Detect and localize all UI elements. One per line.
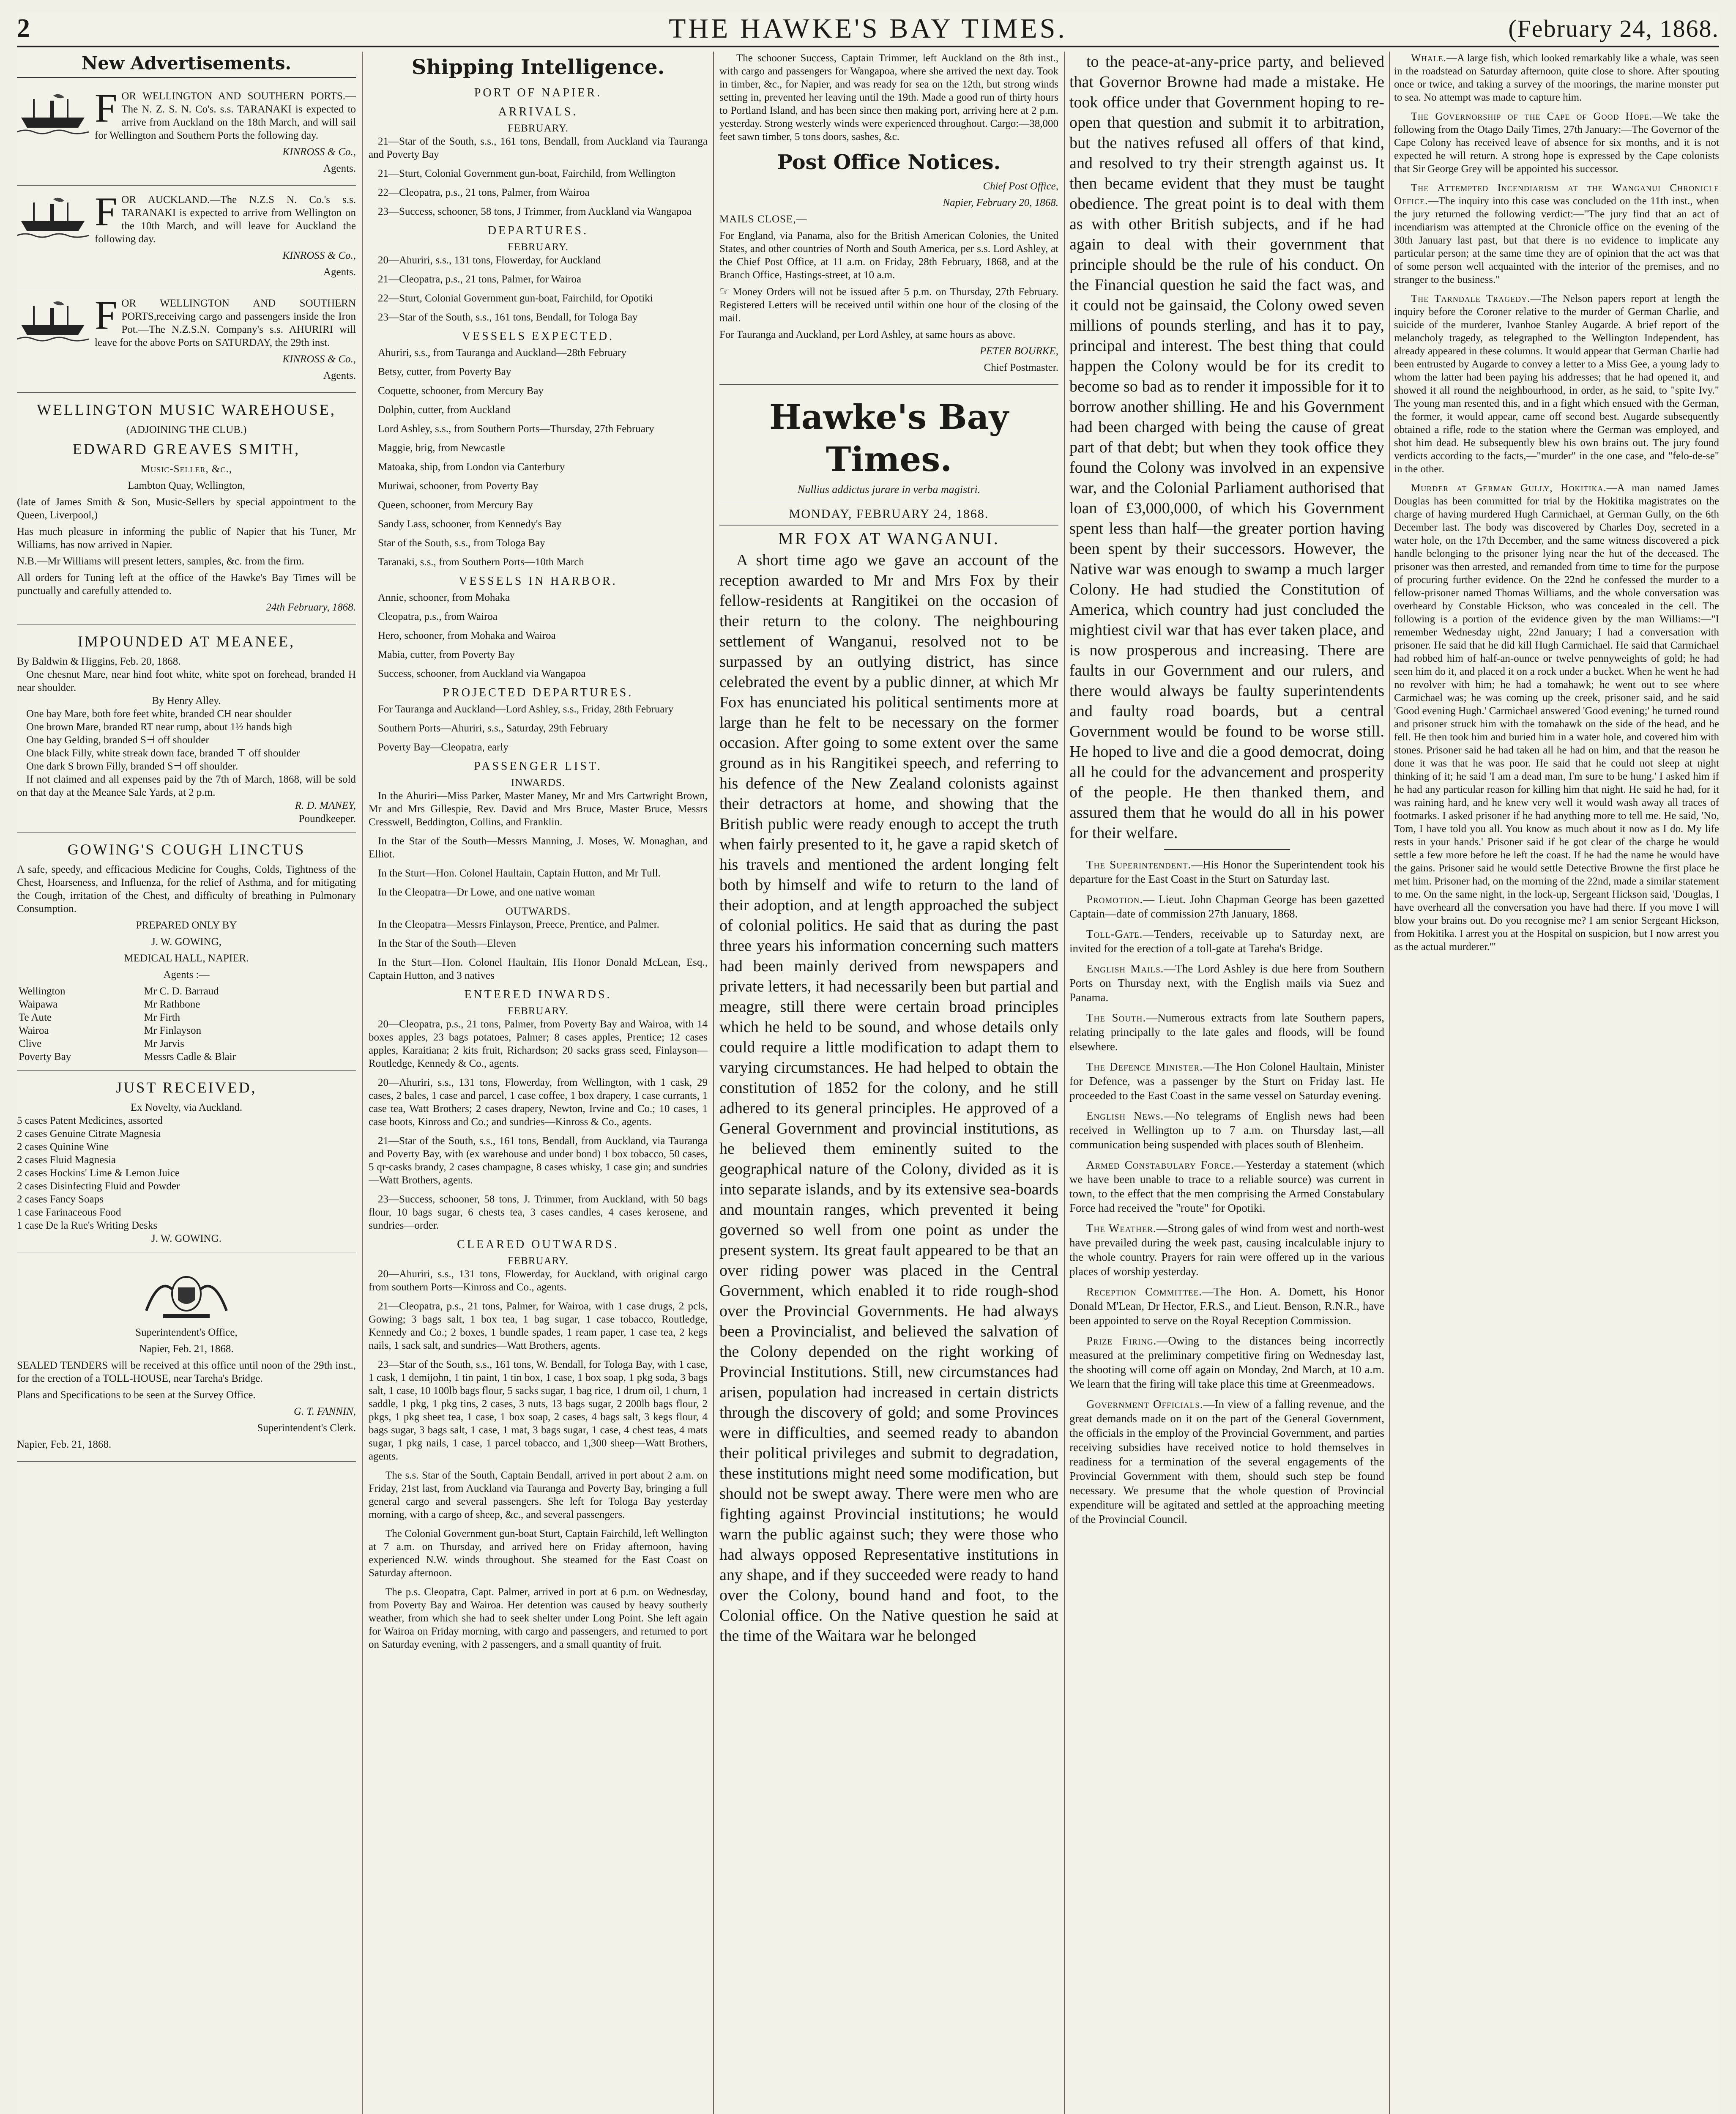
ad-subheading: (ADJOINING THE CLUB.) (126, 424, 247, 435)
list-item: 23—Success, schooner, 58 tons, J. Trimmer, from Auckland, with 50 bags flour, 10 bags sugar, 6 chests tea, 3 cases candles, 4 cases kerosene, and sundries—order. (369, 1194, 708, 1231)
list-item: Taranaki, s.s., from Southern Ports—10th March (378, 556, 584, 568)
agent-name: Messrs Cadle & Blair (144, 1051, 236, 1062)
list-item: In the Cleopatra—Dr Lowe, and one native woman (378, 887, 595, 898)
issue-date: (February 24, 1868. (1508, 15, 1719, 42)
news-item-lead: Armed Constabulary Force. (1086, 1158, 1234, 1171)
ad-signature: KINROSS & Co., (282, 250, 356, 261)
news-item-lead: Government Officials. (1086, 1398, 1203, 1410)
agent-name: Mr Jarvis (144, 1038, 184, 1049)
column-rule (713, 52, 714, 2114)
news-item-text: —The Nelson papers report at length the inquiry before the Coroner relative to the murder of German Charlie, and suicide of the murderer, Ivanhoe Stanley Augarde. A brief report of the melancholy tragedy, as telegraphed to the Wellington Independent, has already appeared in these columns. It would appear that German Charlie had been entrusted by Augarde to convey a letter to a Miss Gee, a young lady to whom the latter had been paying his addresses; that he had opened it, and showed it all round the neighbourhood, in order, as he said, to "spite Ivy." The young man resented this, and in a fight which ensued with the German, the former, it would appear, came off second best. Augarde subsequently obtained a rifle, rode to the station where the German was employed, and shot him dead. He subsequently blew his own brains out. The jury found verdicts according to the facts,—"murder" in the one case, and "felo-de-se" in the other. (1394, 293, 1719, 475)
prepared-by: PREPARED ONLY BY (136, 920, 237, 931)
merchant-name: EDWARD GREAVES SMITH, (72, 441, 301, 457)
list-item: 20—Ahuriri, s.s., 131 tons, Flowerday, for Auckland (378, 255, 601, 266)
editorial-masthead: Hawke's Bay Times. (769, 397, 1009, 479)
shipping-news-continued: The schooner Success, Captain Trimmer, left Auckland on the 8th inst., with cargo and passengers for Wangapoa, where she arrived the next day. Took in timber, &c., for Napier, and was ready for sea on the 12th, but strong winds setting in, prevented her leaving until the 19th. Made a good run of thirty hours to Portland Island, and has been since then making port, arriving here at 2 p.m. yesterday. Strong westerly winds were experienced throughout. Cargo:—38,000 feet sawn timber, 5 tons doors, sashes, &c. (719, 52, 1058, 142)
agent-name: Mr Finlayson (144, 1025, 202, 1036)
ad-title: Agents. (323, 163, 356, 174)
news-item (1069, 1284, 1384, 1328)
list-item: Star of the South, s.s., from Tologa Bay (378, 537, 545, 549)
ad-body: Has much pleasure in informing the public of Napier that his Tuner, Mr Williams, has now arrived in Napier. (17, 526, 356, 550)
ad-signature: KINROSS & Co., (282, 146, 356, 158)
column-rule (362, 52, 363, 2114)
agent-place: Wellington (19, 986, 66, 997)
impound-entry: One bay Gelding, branded S⊣ off shoulder (26, 734, 209, 746)
drop-cap: F (95, 189, 118, 234)
news-item-lead: Murder at German Gully, Hokitika. (1411, 482, 1607, 494)
ad-title: Agents. (323, 266, 356, 278)
news-item (1069, 1221, 1384, 1279)
news-item (1069, 927, 1384, 956)
news-item-text: — Lieut. John Chapman George has been gazetted Captain—date of commission 27th January, 1868. (1069, 893, 1384, 920)
news-item (1069, 1334, 1384, 1391)
agent-name: Mr C. D. Barraud (144, 986, 219, 997)
post-office-signature: PETER BOURKE, (979, 345, 1058, 357)
ad-subheading: Ex Novelty, via Auckland. (130, 1102, 243, 1113)
ad-headline: JUST RECEIVED, (116, 1079, 257, 1096)
section-month: FEBRUARY. (507, 1255, 569, 1267)
news-item (1069, 1158, 1384, 1215)
list-item: 1 case Farinaceous Food (17, 1207, 121, 1218)
news-item-text: —No telegrams of English news had been received in Wellington up to 7 a.m. on Thursday last,—all communication being suspended with places south of Blenheim. (1069, 1109, 1384, 1151)
list-item: Success, schooner, from Auckland via Wangapoa (378, 668, 586, 679)
news-item (1069, 1010, 1384, 1054)
notice-office: Superintendent's Office, (135, 1327, 238, 1338)
column-news (1069, 52, 1384, 2114)
mails-close-label: MAILS CLOSE,— (719, 214, 807, 225)
ad-headline: IMPOUNDED AT MEANEE, (77, 633, 295, 650)
list-item: 5 cases Patent Medicines, assorted (17, 1115, 163, 1126)
merchant-note: (late of James Smith & Son, Music-Sellers by special appointment to the Queen, Liverpool,) (17, 496, 356, 521)
money-orders-note: Money Orders will not be issued after 5 p.m. on Thursday, 27th February. Registered Letters will be received until within one hour of the closing of the mail. (719, 286, 1058, 324)
tenders-notice (17, 1255, 356, 1462)
table-row (17, 1037, 356, 1050)
agent-place: Poverty Bay (19, 1051, 71, 1062)
shipping-news: The s.s. Star of the South, Captain Bendall, arrived in port about 2 a.m. on Friday, 21st last, from Auckland via Tauranga and Poverty Bay, bringing a full general cargo and several passengers. She left for Tologa Bay yesterday morning, with a cargo of sheep, &c., and several passengers. (369, 1470, 708, 1520)
shipping-heading: Shipping Intelligence. (411, 55, 665, 79)
masthead (17, 13, 1719, 47)
list-item: 21—Star of the South, s.s., 161 tons, Bendall, from Auckland, via Tauranga and Poverty Bay, with (ex warehouse and under bond) 1 box tobacco, 50 cases, 5 qr-casks brandy, 2 cases champagne, 8 cases whisky, 1 case gin; and sundries—Watt Brothers, agents. (369, 1135, 708, 1186)
news-item-lead: Prize Firing. (1086, 1334, 1157, 1347)
list-item: Lord Ashley, s.s., from Southern Ports—Thursday, 27th February (378, 423, 654, 435)
editorial-dateline: MONDAY, FEBRUARY 24, 1868. (719, 502, 1058, 526)
drop-cap: F (95, 293, 118, 338)
news-items (1069, 857, 1384, 1526)
list-item: 20—Cleopatra, p.s., 21 tons, Palmer, from Poverty Bay and Wairoa, with 14 boxes apples, 23 bags potatoes, Palmer; 8 cases apples, Prentice; 12 cases apples, Karaitiana; 2 kits fruit, Richardson; 20 sacks grass seed, Finlayson—Routledge, Kennedy & Co., agents. (369, 1019, 708, 1069)
steamship-icon (17, 298, 89, 349)
list-item: Queen, schooner, from Mercury Bay (378, 499, 533, 511)
list-item: Dolphin, cutter, from Auckland (378, 404, 511, 416)
list-item: 2 cases Disinfecting Fluid and Powder (17, 1180, 180, 1192)
coat-of-arms-icon (138, 1264, 235, 1323)
news-item (1394, 52, 1719, 104)
list-item: Mabia, cutter, from Poverty Bay (378, 649, 515, 660)
list-item: In the Ahuriri—Miss Parker, Master Maney, Mr and Mrs Cartwright Brown, Mr and Mrs Gillespie, Rev. David and Mrs Bruce, Master Bruce, Messrs Cresswell, Beddington, Collins, and Franklin. (369, 790, 708, 828)
maker-hall: MEDICAL HALL, NAPIER. (124, 953, 249, 964)
list-item: Cleopatra, p.s., from Wairoa (378, 611, 498, 622)
table-row (17, 1011, 356, 1024)
column-rule (1389, 52, 1390, 2114)
ad-date: 24th February, 1868. (266, 602, 356, 613)
section-heading: ARRIVALS. (498, 105, 578, 118)
ad-title: Poundkeeper. (298, 813, 356, 824)
news-item-text: —We take the following from the Otago Daily Times, 27th January:—The Governor of the Cape Colony has received leave of absence for six months, and it is not expected he will return. A strong hope is expressed by the Cape colonists that Sir George Grey will be appointed his successor. (1394, 111, 1719, 175)
news-item (1069, 892, 1384, 921)
list-item: Ahuriri, s.s., from Tauranga and Auckland—28th February (378, 347, 626, 359)
list-item: 2 cases Genuine Citrate Magnesia (17, 1128, 161, 1139)
list-item: 22—Cleopatra, p.s., 21 tons, Palmer, from Wairoa (378, 187, 590, 198)
news-item (1069, 961, 1384, 1005)
list-item: Maggie, brig, from Newcastle (378, 442, 505, 454)
ad-body: A safe, speedy, and efficacious Medicine for Coughs, Colds, Tightness of the Chest, Hoarseness, and Influenza, for the relief of Asthma, and for mitigating the Cough, irritation of the Chest, and difficulty of breathing in Pulmonary Consumption. (17, 864, 356, 915)
paper-name: THE HAWKE'S BAY TIMES. (669, 13, 1067, 44)
news-item-lead: The Defence Minister. (1086, 1060, 1203, 1073)
news-item-lead: English Mails. (1086, 962, 1164, 975)
auckland-mail-note: For Tauranga and Auckland, per Lord Ashley, at same hours as above. (719, 329, 1016, 340)
notice-plans: Plans and Specifications to be seen at the Survey Office. (17, 1389, 256, 1401)
news-item-text: —Tenders, receivable up to Saturday next, are invited for the erection of a toll-gate at Tareha's Bridge. (1069, 928, 1384, 955)
list-item: Betsy, cutter, from Poverty Bay (378, 366, 511, 378)
section-heading: VESSELS IN HARBOR. (459, 575, 618, 588)
impound-entry: By Henry Alley. (152, 695, 221, 706)
ad-headline: OR WELLINGTON AND SOUTHERN PORTS. (121, 90, 345, 102)
divider (1164, 849, 1290, 850)
newspaper-page (17, 13, 1719, 2114)
news-item-lead: The Governorship of the Cape of Good Hope. (1411, 111, 1652, 122)
list-item: Coquette, schooner, from Mercury Bay (378, 385, 544, 397)
impound-entry: One chesnut Mare, near hind foot white, white spot on forehead, branded H near shoulder. (17, 669, 356, 693)
column-shipping (369, 52, 708, 2114)
agents-table (17, 985, 356, 1063)
table-row (17, 998, 356, 1011)
shipping-news: The Colonial Government gun-boat Sturt, Captain Fairchild, left Wellington at 7 a.m. on Thursday, and arrived here on Friday afternoon, having experienced N.W. winds throughout. She steamed for the East Coast on Saturday afternoon. (369, 1528, 708, 1579)
shipping-ad (17, 292, 356, 393)
news-item-text: —His Honor the Superintendent took his departure for the East Coast in the Sturt on Saturday last. (1069, 858, 1384, 885)
list-item: 2 cases Hockins' Lime & Lemon Juice (17, 1167, 180, 1179)
article-title: MR FOX AT WANGANUI. (778, 529, 1000, 548)
agent-place: Te Aute (19, 1012, 52, 1023)
ad-signature: KINROSS & Co., (282, 353, 356, 365)
column-rule (1064, 52, 1065, 2114)
news-item-text: —Owing to the distances being incorrectly measured at the preliminary competitive firing on Wednesday last, the shooting will come off again on Monday, 2nd March, at 10 a.m. We learn that the firing will take place this time at Greenmeadows. (1069, 1334, 1384, 1390)
shipping-news: The p.s. Cleopatra, Capt. Palmer, arrived in port at 6 p.m. on Wednesday, from Poverty Bay and Wairoa. Her detention was caused by heavy southerly weather, from which she had to seek shelter under Long Point. She left again for Wairoa on Friday morning, with cargo and passengers, and returned to port on Saturday evening, with 2 passengers, and a small quantity of fruit. (369, 1586, 708, 1650)
news-item (1069, 1109, 1384, 1152)
ad-body: SEALED TENDERS will be received at this office until noon of the 29th inst., for the erection of a TOLL-HOUSE, near Tareha's Bridge. (17, 1360, 356, 1384)
news-item-text: —The Hon. A. Domett, his Honor Donald M'Lean, Dr Hector, F.R.S., and Lieut. Benson, R.N.R., have been appointed to serve on the Royal Reception Commission. (1069, 1285, 1384, 1327)
maker-name: J. W. GOWING, (151, 936, 221, 947)
list-item: 2 cases Fluid Magnesia (17, 1154, 116, 1166)
ad-headline: GOWING'S COUGH LINCTUS (67, 841, 306, 858)
news-item (1394, 110, 1719, 175)
shipping-ad (17, 188, 356, 289)
section-heading: VESSELS EXPECTED. (462, 330, 615, 343)
impounded-notice (17, 627, 356, 832)
ad-headline: OR WELLINGTON AND SOUTHERN PORTS, (121, 298, 356, 322)
list-item: 2 cases Fancy Soaps (17, 1194, 104, 1205)
article-body: A short time ago we gave an account of the reception awarded to Mr and Mrs Fox by their fellow-residents at Rangitikei on the occasion of their return to the colony. The neighbouring settlement of Wanganui, resolved not to be surpassed by an outlying district, has since celebrated the event by a public dinner, at which Mr Fox has enunciated his political sentiments more at large than he felt to be necessary on the former occasion. After going to some extent over the same ground as in his Rangitikei speech, and referring to his defence of the New Zealand colonists against their detractors at home, and showing that the British public were ready enough to accept the truth when fairly presented to it, he gave a rapid sketch of his travels and mentioned the ardent longing felt both by himself and wife to return to the land of their adoption, and at length approached the subject of colonial politics. He said that as during the past three years his information concerning such matters had been mainly derived from newspapers and private letters, it had necessarily been but partial and meagre, still there were certain broad principles which he held to be sound, and whose details only could require a little modification to adapt them to varying circumstances. He had helped to obtain the constitution of 1852 for the colony, and he still adhered to its general principles. He approved of a General Government and provincial institutions, as he believed them eminently suited to the geographical nature of the Colony, divided as it is into separate islands, and by its extensive sea-boards and mountain ranges, which prevented it being governed so well from one point as under the present system. Its great fault appeared to be that an over riding power was placed in the Central Government, which enabled it to ride rough-shod over the Provincial Governments. He had always been a Provincialist, and believed the salvation of the Colony depended on the right working of Provincial Institutions. Still, new circumstances had arisen, population had increased in certain districts through the discovery of gold; and some Provinces were in difficulties, and seemed ready to abandon their political privileges and submit to degradation, these institutions might need some modification, but should not be swept away. There were men who are fighting against Provincial institutions; he would warn the public against such; they were those who had always opposed Representative institutions in any shape, and if they succeeded were ready to hand over the Colony, bound hand and foot, to the Colonial office. On the Native question he said at the time of the Waitara war he belonged (719, 551, 1058, 1645)
notice-byline: By Baldwin & Higgins, Feb. 20, 1868. (17, 656, 181, 667)
ad-signature: J. W. GOWING. (151, 1233, 221, 1244)
section-month: FEBRUARY. (507, 1005, 569, 1017)
just-received-ad (17, 1073, 356, 1252)
news-item-text: —The inquiry into this case was concluded on the 11th inst., when the jury returned the following verdict:—"The jury find that an act of incendiarism was attempted at the Chronicle office on the evening of the 30th January last past, but that there is no evidence to implicate any particular person; at the same time they are of opinion that the act was that of some person well acquainted with the interior of the premises, and no stranger to the business." (1394, 195, 1719, 285)
impound-terms: If not claimed and all expenses paid by the 7th of March, 1868, will be sold on that day at the Meanee Sale Yards, at 2 p.m. (17, 774, 356, 798)
table-row (17, 1050, 356, 1063)
post-office-heading: Post Office Notices. (777, 151, 1001, 174)
article-body-continued: to the peace-at-any-price party, and believed that Governor Browne had made a mistake. He took office under that Government hoping to re-open that question and submit it to arbitration, but the natives refused all offers of that kind, and resolved to try their strength against us. It then became evident that they must be taught obedience. The great point is to deal with them as with other British subjects, and if he had again to deal with their government that principle should be the rule of his conduct. On the Financial question he said the fact was, and it could not be gainsaid, the Colony owed seven millions of pounds sterling, and has it to pay, principal and interest. The best thing that could happen the Colony would be for its credit to become so bad as to render it impossible for it to borrow another shilling. He and his Government had been charged with being the cause of great part of that debt; but when they took office they found the Colony was involved in an expensive war, and the Colonial Parliament authorised that loan of £3,000,000, of which his Government spent less than half—the greater portion having been spent by their successors. However, the Native war was enough to swamp a much larger Colony. He had studied the Constitution of America, which country had just concluded the mightiest civil war that has ever taken place, and is now prosperous and increasing. There are faults in our Government and our rulers, and there would always be faulty superintendents and faulty road boards, but a central Government would be found to be worse still. He hoped to live and die a good democrat, doing all he could for the advancement and prosperity of the people. He then thanked them, and assured them that he would do all in his power for their welfare. (1069, 53, 1384, 842)
list-item: 23—Star of the South, s.s., 161 tons, W. Bendall, for Tologa Bay, with 1 case, 1 cask, 1 demijohn, 1 tin paint, 1 tin box, 1 case, 1 box soap, 1 pkg soda, 3 bags salt, 1 case, 10 100lb bags flour, 5 sacks sugar, 1 bag rice, 1 drum oil, 1 churn, 1 saddle, 1 pkg, 1 pkg tins, 2 cases, 3 nuts, 13 bags sugar, 2 200lb bags flour, 2 pkgs, 1 pkg sheet tea, 1 case, 1 box soap, 2 cases, 4 bags salt, 3 kegs flour, 4 bags sugar, 3 bags salt, 1 case, 1 mat, 3 bags sugar, 1 case, 4 chest teas, 4 mats sugar, 1 pkg nails, 1 case, 1 parcel tobacco, and 1,300 sheep—Watt Brothers, agents. (369, 1359, 708, 1462)
news-item (1069, 1397, 1384, 1526)
list-item: 20—Ahuriri, s.s., 131 tons, Flowerday, from Wellington, with 1 cask, 29 cases, 2 bales, 1 case and parcel, 1 case coffee, 1 box drapery, 1 case currants, 1 case tea, Watt Brothers; 2 cases drapery, Newton, Irvine and Co.; 10 cases, 1 case boots, Kinross and Co.; and sundries—Kinross & Co., agents. (369, 1077, 708, 1128)
column-heading: New Advertisements. (17, 52, 356, 78)
list-item: 21—Cleopatra, p.s., 21 tons, Palmer, for Wairoa, with 1 case drugs, 2 pcls, Gowing; 3 bags salt, 1 box tea, 1 bag sugar, 1 case tobacco, Routledge, Kennedy and Co.; 2 boxes, 1 bundle spades, 1 ream paper, 1 case tea, 2 kegs nails, 1 sack salt, and sundries—Watt Brothers, agents. (369, 1301, 708, 1351)
news-item-lead: Whale. (1411, 52, 1446, 64)
news-item (1394, 292, 1719, 476)
news-item-lead: Toll-Gate. (1086, 928, 1143, 940)
list-item: Annie, schooner, from Mohaka (378, 592, 510, 603)
column-editorial (719, 52, 1058, 2114)
pointing-hand-icon: ☞ (719, 285, 730, 298)
list-item: 1 case De la Rue's Writing Desks (17, 1220, 158, 1231)
ad-title: Superintendent's Clerk. (257, 1422, 356, 1434)
ad-body: —The N.Z.S N. Co.'s s.s. TARANAKI is expected to arrive from Wellington on the 10th March, and will leave for Auckland the following day. (95, 194, 356, 245)
notice-footer: Napier, Feb. 21, 1868. (17, 1439, 112, 1450)
steamship-icon (17, 195, 89, 246)
section-heading: CLEARED OUTWARDS. (457, 1238, 619, 1251)
news-item-lead: Promotion. (1086, 893, 1143, 906)
news-item-lead: Reception Committee. (1086, 1285, 1203, 1298)
notice-date: Napier, Feb. 21, 1868. (139, 1343, 234, 1355)
list-item: In the Sturt—Hon. Colonel Haultain, His Honor Donald McLean, Esq., Captain Hutton, and 3 natives (369, 957, 708, 981)
news-item-lead: The Weather. (1086, 1222, 1156, 1235)
drop-cap: F (95, 85, 118, 131)
page-number: 2 (17, 14, 30, 43)
agent-place: Clive (19, 1038, 42, 1049)
agents-label: Agents :— (163, 969, 210, 980)
list-item: 21—Star of the South, s.s., 161 tons, Bendall, from Auckland via Tauranga and Poverty Bay (369, 136, 708, 160)
ad-headline: WELLINGTON MUSIC WAREHOUSE, (37, 401, 336, 418)
steamship-icon (17, 91, 89, 142)
news-item (1069, 1060, 1384, 1103)
agent-name: Mr Rathbone (144, 999, 200, 1010)
impound-entry: One bay Mare, both fore feet white, branded CH near shoulder (26, 708, 292, 720)
section-month: FEBRUARY. (507, 241, 569, 253)
news-item-lead: The Superintendent. (1086, 858, 1192, 871)
cough-linctus-ad (17, 835, 356, 1071)
list-item: In the Cleopatra—Messrs Finlayson, Preece, Prentice, and Palmer. (378, 919, 659, 930)
shipping-ad (17, 85, 356, 186)
section-heading: DEPARTURES. (487, 224, 589, 237)
list-item: Southern Ports—Ahuriri, s.s., Saturday, 29th February (378, 723, 608, 734)
list-item: In the Sturt—Hon. Colonel Haultain, Captain Hutton, and Mr Tull. (378, 868, 661, 879)
section-heading: PROJECTED DEPARTURES. (443, 686, 634, 699)
ad-signature: G. T. FANNIN, (293, 1406, 356, 1417)
news-item-text: —The Hon Colonel Haultain, Minister for Defence, was a passenger by the Sturt on Friday last. He proceeded to the East Coast in the same vessel on Saturday evening. (1069, 1060, 1384, 1102)
news-item (1394, 181, 1719, 286)
ad-title: Agents. (323, 370, 356, 381)
list-item: Sandy Lass, schooner, from Kennedy's Bay (378, 518, 562, 530)
news-item-text: —Strong gales of wind from west and north-west have prevailed during the week past, causing incalculable injury to the whole country. Prayers for rain were offered up in the various places of worship yesterday. (1069, 1222, 1384, 1278)
agent-place: Wairoa (19, 1025, 49, 1036)
news-item-lead: The South. (1086, 1011, 1146, 1024)
impound-entry: One dark S brown Filly, branded S⊣ off shoulder. (26, 761, 238, 772)
impound-entry: One black Filly, white streak down face, branded ⊤ off shoulder (26, 748, 300, 759)
news-item-lead: The Tarndale Tragedy. (1411, 293, 1531, 304)
news-item-text: —In view of a falling revenue, and the great demands made on it on the part of the General Government, the officials in the employ of the Provincial Government, and parties receiving subsidies have received notice to hold themselves in readiness for a termination of the several engagements of the Provincial Government with them, should such step be found necessary. We presume that the whole question of Provincial expenditure will be agitated and settled at the approaching meeting of the Provincial Council. (1069, 1398, 1384, 1525)
section-subheading: OUTWARDS. (505, 906, 571, 917)
port-heading: PORT OF NAPIER. (474, 86, 602, 99)
list-item: 20—Ahuriri, s.s., 131 tons, Flowerday, for Auckland, with original cargo from southern Ports—Kinross and Co., agents. (369, 1268, 708, 1293)
list-item: 21—Sturt, Colonial Government gun-boat, Fairchild, from Wellington (378, 168, 675, 179)
ad-orders: All orders for Tuning left at the office of the Hawke's Bay Times will be punctually and carefully attended to. (17, 572, 356, 597)
section-heading: ENTERED INWARDS. (464, 988, 612, 1001)
table-row (17, 985, 356, 998)
news-item-text: —Yesterday a statement (which we have been unable to trace to a reliable source) was current in town, to the effect that the men comprising the Armed Constabulary Force had received the "route" for Opotiki. (1069, 1158, 1384, 1214)
list-item: For Tauranga and Auckland—Lord Ashley, s.s., Friday, 28th February (378, 704, 674, 715)
merchant-trade: Music-Seller, &c., (141, 463, 232, 475)
agent-name: Mr Firth (144, 1012, 180, 1023)
post-office-body: For England, via Panama, also for the British American Colonies, the United States, and other countries of North and South America, per s.s. Lord Ashley, at the Chief Post Office, at 11 a.m. on Friday, 28th February, 1868, and at the Branch Office, Hastings-street, at 10 a.m. (719, 230, 1058, 281)
list-item: 21—Cleopatra, p.s., 21 tons, Palmer, for Wairoa (378, 274, 582, 285)
ad-signature: R. D. MANEY, (295, 800, 356, 811)
post-office-title: Chief Postmaster. (984, 362, 1058, 373)
list-item: Muriwai, schooner, from Poverty Bay (378, 480, 539, 492)
list-item: In the Star of the South—Eleven (378, 938, 517, 949)
list-item: Poverty Bay—Cleopatra, early (378, 742, 508, 753)
column-miscellany (1394, 52, 1719, 2114)
list-item: In the Star of the South—Messrs Manning, J. Moses, W. Monaghan, and Elliot. (369, 835, 708, 860)
news-item-lead: The Attempted Incendiarism at the Wanganui Chronicle Office. (1394, 182, 1719, 207)
list-item: 22—Sturt, Colonial Government gun-boat, Fairchild, for Opotiki (378, 293, 653, 304)
ad-body: —The N. Z. S. N. Co's. s.s. TARANAKI is expected to arrive from Auckland on the 18th March, and will sail for Wellington and Southern Ports the following day. (95, 90, 356, 141)
section-subheading: INWARDS. (511, 777, 566, 789)
list-item: Hero, schooner, from Mohaka and Wairoa (378, 630, 556, 641)
post-office-date: Napier, February 20, 1868. (943, 197, 1058, 208)
news-item-lead: English News. (1086, 1109, 1164, 1122)
ad-body: receiving cargo and passengers inside the Iron Pot.—The N.Z.S.N. Company's s.s. AHURIRI will leave for the above Ports on SATURDAY, the 29th inst. (95, 311, 356, 348)
list-item: Matoaka, ship, from London via Canterbury (378, 461, 565, 473)
table-row (17, 1024, 356, 1037)
news-item-text: —Numerous extracts from late Southern papers, relating principally to the late gales and floods, will be found elsewhere. (1069, 1011, 1384, 1053)
agent-place: Waipawa (19, 999, 58, 1010)
merchant-address: Lambton Quay, Wellington, (128, 480, 245, 491)
ad-note: N.B.—Mr Williams will present letters, samples, &c. from the firm. (17, 556, 304, 567)
ad-headline: OR AUCKLAND. (121, 194, 210, 205)
section-heading: PASSENGER LIST. (474, 760, 602, 773)
news-item-text: —A large fish, which looked remarkably like a whale, was seen in the roadstead on Saturday afternoon, quite close to shore. After spouting once or twice, and taking a survey of the moorings, the marine monster put to sea. No attempt was made to capture him. (1394, 52, 1719, 103)
editorial-motto: Nullius addictus jurare in verba magistri. (797, 483, 981, 496)
news-item-text: —A man named James Douglas has been committed for trial by the Hokitika magistrates on the charge of having murdered Hugh Carmichael, at German Gully, on the 6th December last. The body was discovered by Charles Doy, secreted in a water hole, on the 17th December, and the same witness discovered a pick handle belonging to the prisoner lying near the hut of the deceased. The prisoner was then arrested, and remanded from time to time for the purpose of procuring further evidence. On the 22nd he confessed the murder to a fellow-prisoner named Thomas Williams, and the whole conversation was overheard by Constable Hickson, who was concealed in the cell. The following is a portion of the evidence given by the man Williams:—"I remember Wednesday night, 22nd January; I had a conversation with prisoner. He said that he did kill Hugh Carmichael. He said that Carmichael had robbed him of half-an-ounce or twelve pennyweights of gold; he had seen him do it, and placed it on a rock under a bucket. When he went he had no revolver with him; he had a tomahawk; he went out to see where Carmichael was; he was coming up the creek, prisoner said, and he said 'Good evening Hugh.' Carmichael answered 'Good evening;' he turned round and prisoner struck him with the tomahawk on the side of the head, and he fell. He then took him and buried him in a water hole, and covered him with stones. Prisoner said he had taken all he had on him, and that the reason he done it was that he was poor. He said that he could not sleep at night thinking of it; he said 'I am a dead man, I'm sure to be hung.' I asked him if he had any particular reason for killing him that night. He said he had, for it was raining hard, and he knew very well it would wash away all traces of footmarks. I asked prisoner if he had anything more to tell me. He said, 'No, Tom, I have told you all. You know as much about it now as I do. My life rests in your hands.' Prisoner said if he got clear of the charge he would settle a few more before he left the coast. If he had the name he would have the gains. Prisoner said he would settle Detective Browne the first place he met him. Prisoner had, on the morning of the 22nd, made a similar statement to me. On the same night, in the lock-up, Sergeant Hickson said, 'Douglas, I have overheard all the conversation you have had there. If you move I will blow your brains out. Do you recognise me? I am senior Sergeant Hickson, from Hokitika. I arrest you at the Hospital on suspicion, but I now arrest you as the actual murderer.'" (1394, 482, 1719, 953)
news-item (1069, 857, 1384, 886)
news-item (1394, 482, 1719, 953)
section-month: FEBRUARY. (507, 123, 569, 134)
list-item: 23—Success, schooner, 58 tons, J Trimmer, from Auckland via Wangapoa (378, 206, 692, 217)
music-warehouse-ad (17, 395, 356, 624)
column-advertisements (17, 52, 356, 2114)
news-item-text: —The Lord Ashley is due here from Southern Ports on Thursday next, with the English mails via Suez and Panama. (1069, 962, 1384, 1004)
impound-entry: One brown Mare, branded RT near rump, about 1½ hands high (26, 721, 293, 733)
list-item: 23—Star of the South, s.s., 161 tons, Bendall, for Tologa Bay (378, 312, 638, 323)
post-office-name: Chief Post Office, (983, 181, 1058, 192)
list-item: 2 cases Quinine Wine (17, 1141, 109, 1153)
post-office-notices (719, 149, 1058, 385)
